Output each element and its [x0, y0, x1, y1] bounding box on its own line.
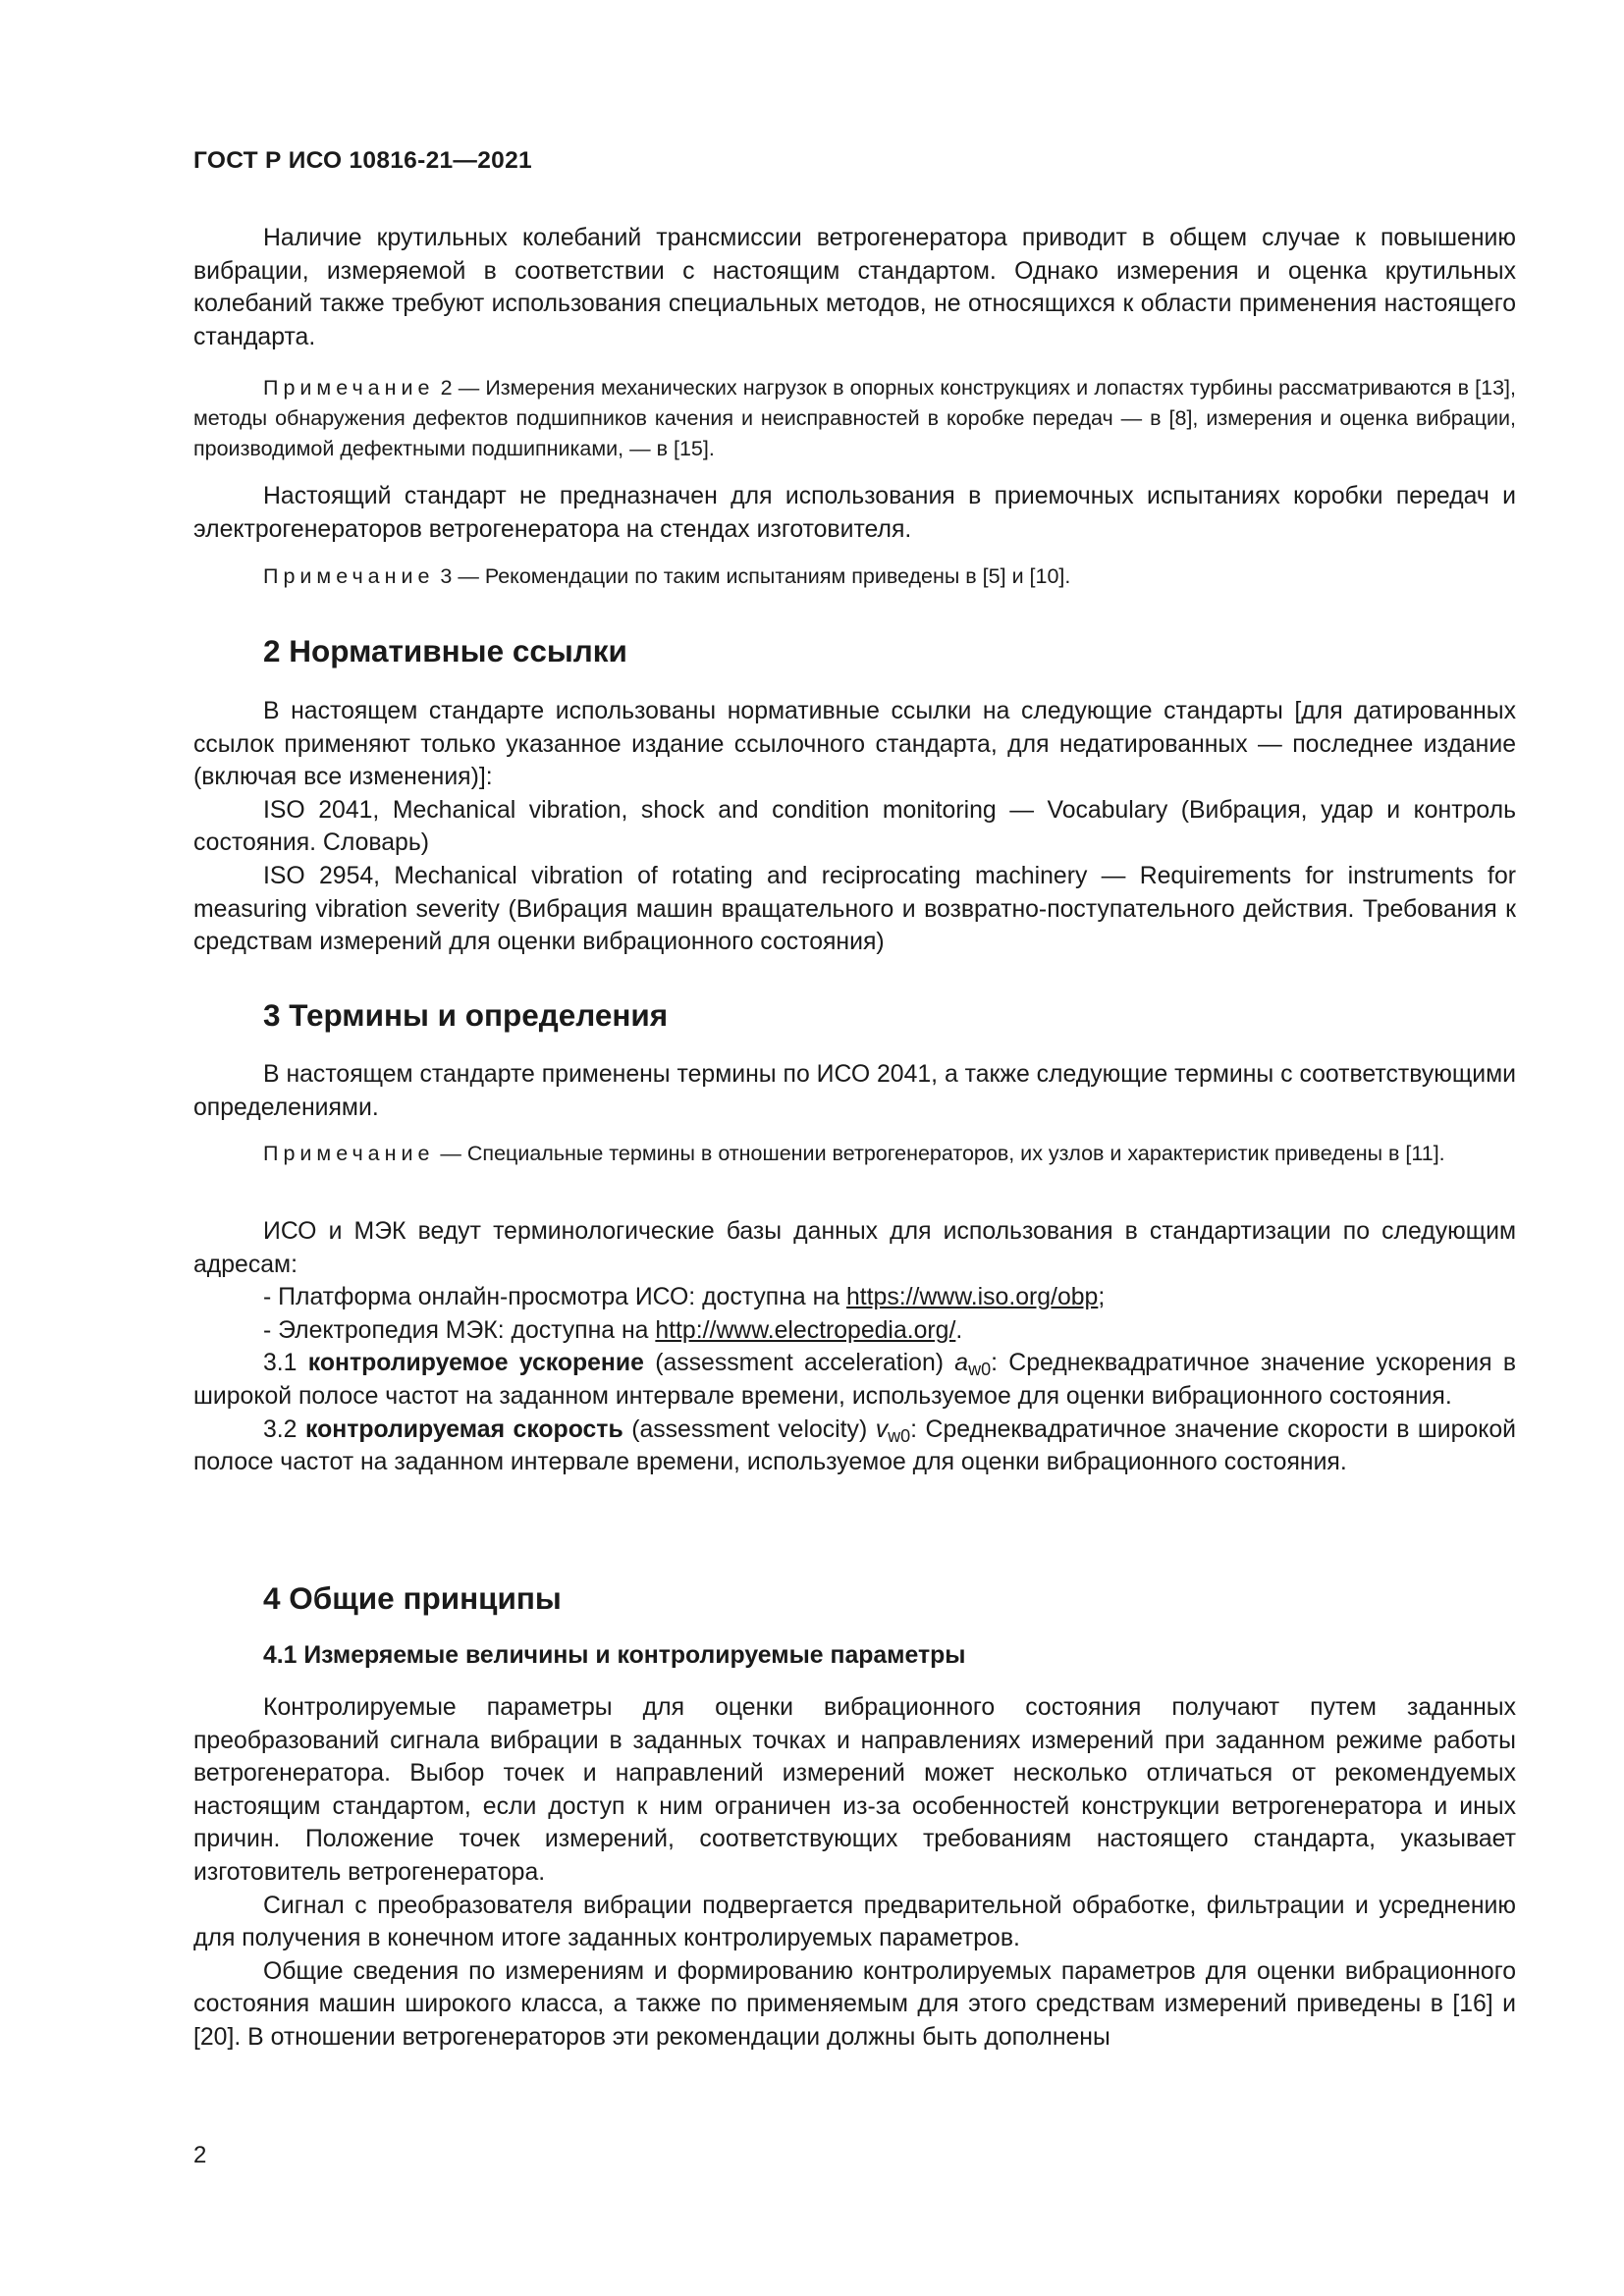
section-4-paragraph-1: Контролируемые параметры для оценки вибрационного состояния получают путем заданных преобразований сигнала вибрации в заданных точках и направлениях измерений при заданном режиме работы ветрогенератора. Выбор точек и направлений измерений может несколько отличаться от рекомендуемых настоящим стандартом, если доступ к ним ограничен из-за особенностей конструкции ветрогенератора и иных причин. Положение точек измерений, соответствующих требованиям настоящего стандарта, указывает изготовитель ветрогенератора.	[193, 1694, 1516, 1886]
iso-obp-link[interactable]: https://www.iso.org/obp	[845, 1284, 1099, 1311]
section-2-intro: В настоящем стандарте использованы нормативные ссылки на следующие стандарты [для датированных ссылок применяют только указанное издание ссылочного стандарта, для недатированных — последнее издание (включая все изменения)]:	[193, 698, 1516, 791]
term-3-2-symbol: v	[875, 1415, 889, 1443]
note-3	[193, 561, 1516, 592]
note-label: Примечание	[263, 376, 435, 400]
reference-iso-2954: ISO 2954, Mechanical vibration of rotating and reciprocating machinery — Requirements for instruments for measuring vibration severity (Вибрация машин вращательного и возвратно-поступательного действия. Требования к средствам измерений для оценки вибрационного состояния)	[193, 862, 1516, 956]
note-2	[193, 373, 1516, 464]
note-text: 3 — Рекомендации по таким испытаниям приведены в [5] и [10].	[434, 564, 1071, 588]
section-4-body	[193, 1691, 1516, 2055]
note-text: 2 — Измерения механических нагрузок в опорных конструкциях и лопастях турбины рассматриваются в [13], методы обнаружения дефектов подшипников качения и неисправностей в коробке передач — в [8], измерения и оценка вибрации, производимой дефектными подшипниками, — в [15].	[193, 376, 1516, 460]
section-4-title: 4 Общие принципы	[263, 1580, 562, 1616]
section-3-body	[193, 1215, 1516, 1479]
term-3-1: 3.1 контролируемое ускорение (assessment acceleration) $a_{w0}$: Среднеквадратичное значение ускорения в широкой полосе частот на заданном интервале времени, используемое для оценки вибрационного состояния.	[193, 1350, 1516, 1410]
note-label: Примечание	[263, 564, 435, 588]
section-3-title: 3 Термины и определения	[263, 997, 669, 1033]
term-database-item-iso: - Платформа онлайн-просмотра ИСО: доступна на https://www.iso.org/obp;	[263, 1284, 1106, 1311]
intro-paragraph-2: Настоящий стандарт не предназначен для использования в приемочных испытаниях коробки передач и электрогенераторов ветрогенератора на стендах изготовителя.	[193, 483, 1516, 543]
section-4-paragraph-3: Общие сведения по измерениям и формированию контролируемых параметров для оценки вибрационного состояния машин широкого класса, а также по применяемым для этого средствам измерений приведены в [16] и [20]. В отношении ветрогенераторов эти рекомендации должны быть дополнены	[193, 1957, 1516, 2051]
subsection-4-1-title: 4.1 Измеряемые величины и контролируемые параметры	[263, 1642, 966, 1669]
term-3-1-name: контролируемое ускорение	[307, 1350, 644, 1377]
reference-iso-2041: ISO 2041, Mechanical vibration, shock and condition monitoring — Vocabulary (Вибрация, удар и контроль состояния. Словарь)	[193, 796, 1516, 857]
section-2-body	[193, 695, 1516, 959]
term-3-2-name: контролируемая скорость	[304, 1415, 623, 1443]
section-3-note	[193, 1139, 1516, 1169]
intro-paragraph-1: Наличие крутильных колебаний трансмиссии ветрогенератора приводит в общем случае к повышению вибрации, измеряемой в соответствии с настоящим стандартом. Однако измерения и оценка крутильных колебаний также требуют использования специальных методов, не относящихся к области применения настоящего стандарта.	[193, 225, 1516, 350]
page-number: 2	[193, 2142, 207, 2168]
document-header: ГОСТ Р ИСО 10816-21—2021	[193, 147, 532, 174]
term-3-1-symbol: a	[954, 1350, 969, 1377]
term-databases-paragraph: ИСО и МЭК ведут терминологические базы данных для использования в стандартизации по следующим адресам:	[193, 1218, 1516, 1278]
section-2-title: 2 Нормативные ссылки	[263, 633, 627, 668]
section-4-paragraph-2: Сигнал с преобразователя вибрации подвергается предварительной обработке, фильтрации и усреднению для получения в конечном итоге заданных контролируемых параметров.	[193, 1892, 1516, 1952]
section-3-intro: В настоящем стандарте применены термины по ИСО 2041, а также следующие термины с соответствующими определениями.	[193, 1061, 1516, 1121]
term-3-2: 3.2 контролируемая скорость (assessment velocity) $v_{w0}$: Среднеквадратичное значение скорости в широкой полосе частот на заданном интервале времени, используемое для оценки вибрационного состояния.	[193, 1415, 1517, 1476]
term-database-item-iec: - Электропедия МЭК: доступна на http://www.electropedia.org/.	[263, 1316, 963, 1344]
note-text: — Специальные термины в отношении ветрогенераторов, их узлов и характеристик приведены в [11].	[434, 1142, 1445, 1165]
electropedia-link[interactable]: http://www.electropedia.org/	[655, 1316, 956, 1344]
note-label: Примечание	[263, 1142, 435, 1165]
